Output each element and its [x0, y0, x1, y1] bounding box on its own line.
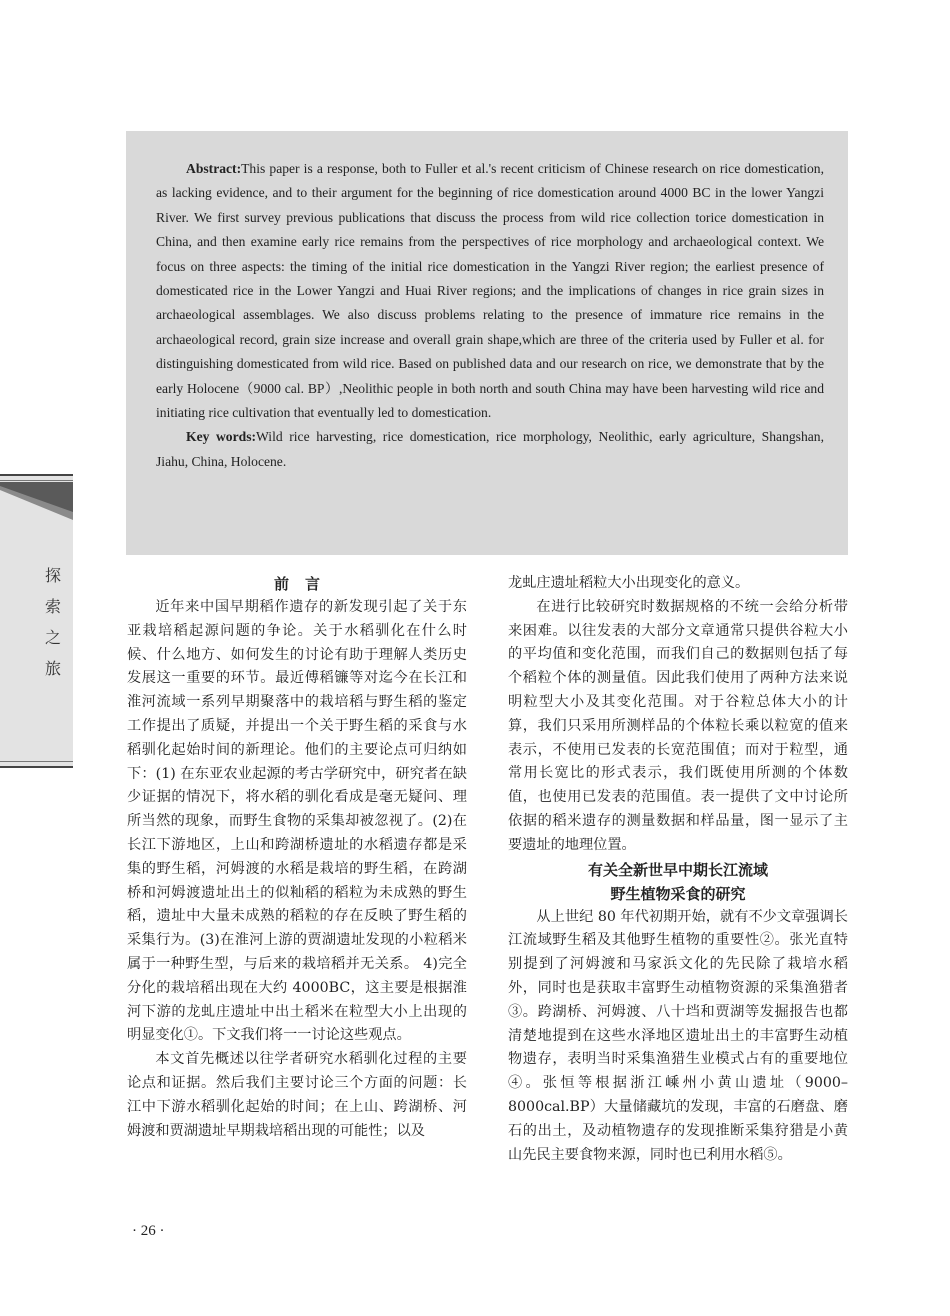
abstract-text: This paper is a response, both to Fuller et al.'s recent criticism of Chinese research on rice domestication, as lacking evidence, and to their argument for the beginning of rice domestication around 4000 BC in the lower Yangzi River. We first survey previous publications that discuss the process from wild rice collection torice domestication in China, and then examine early rice remains from the perspectives of rice morphology and archaeological context. We focus on three aspects: the timing of the initial rice domestication in the Yangzi River region; the earliest presence of domesticated rice in the Lower Yangzi and Huai River regions; and the implications of changes in rice grain sizes in archaeological assemblages. We also discuss problems relating to the presence of immature rice remains in the archaeological record, grain size increase and overall grain shape,which are three of the criteria used by Fuller et al. for distinguishing domesticated from wild rice. Based on published data and our research on rice, we demonstrate that by the early Holocene（9000 cal. BP）,Neolithic people in both north and south China may have been harvesting wild rice and initiating rice cultivation that eventually led to domestication. [156, 161, 824, 421]
body-paragraph: 本文首先概述以往学者研究水稻驯化过程的主要论点和证据。然后我们主要讨论三个方面的问题：长江中下游水稻驯化起始的时间；在上山、跨湖桥、河姆渡和贾湖遗址早期栽培稻出现的可能性；以及 [127, 1051, 467, 1139]
body-paragraph: 从上世纪 80 年代初期开始，就有不少文章强调长江流域野生稻及其他野生植物的重要性②。张光直特别提到了河姆渡和马家浜文化的先民除了栽培水稻外，同时也是获取丰富野生动植物资源的采集渔猎者③。跨湖桥、河姆渡、八十垱和贾湖等发掘报告也都清楚地提到在这些水泽地区遗址出土的丰富野生动植物遗存，表明当时采集渔猎生业模式占有的重要地位④。张恒等根据浙江嵊州小黄山遗址（9000–8000cal.BP）大量储藏坑的发现，丰富的石磨盘、磨石的出土，及动植物遗存的发现推断采集狩猎是小黄山先民主要食物来源，同时也已利用水稻⑤。 [508, 908, 848, 1163]
body-paragraph: 在进行比较研究时数据规格的不统一会给分析带来困难。以往发表的大部分文章通常只提供谷粒大小的平均值和变化范围，而我们自己的数据则包括了每个稻粒个体的测量值。因此我们使用了两种方法来说明粒型大小及其变化范围。对于谷粒总体大小的计算，我们只采用所测样品的个体粒长乘以粒宽的值来表示，不使用已发表的长宽范围值；而对于粒型，通常用长宽比的形式表示，我们既使用所测的个体数值，也使用已发表的范围值。表一提供了文中讨论所依据的稻米遗存的测量数据和样品量，图一显示了主要遗址的地理位置。 [508, 598, 848, 853]
side-tab-title [42, 560, 64, 684]
abstract-label: Abstract: [186, 161, 242, 176]
section-heading-preface: 前言 [273, 575, 336, 593]
abstract-paragraph [156, 157, 824, 425]
section-side-tab [0, 474, 73, 768]
section-heading-line1: 有关全新世早中期长江流域 [587, 860, 768, 879]
side-tab-char: 探 [44, 566, 61, 585]
page-number: · 26 · [132, 1223, 165, 1239]
body-paragraph: 近年来中国早期稻作遗存的新发现引起了关于东亚栽培稻起源问题的争论。关于水稻驯化在什么时候、什么地方、如何发生的讨论有助于理解人类历史发展这一重要的环节。最近傅稻镰等对迄今在长江和淮河流域一系列早期聚落中的栽培稻与野生稻的鉴定工作提出了质疑，并提出一个关于野生稻的采食与水稻驯化起始时间的新理论。他们的主要论点可归纳如下：(1) 在东亚农业起源的考古学研究中，研究者在缺少证据的情况下，将水稻的驯化看成是毫无疑问、理所当然的现象，而野生食物的采集却被忽视了。(2)在长江下游地区，上山和跨湖桥遗址的水稻遗存都是采集的野生稻，河姆渡的水稻是栽培的野生稻，在跨湖桥和河姆渡遗址出土的似籼稻的稻粒为未成熟的野生稻，遗址中大量未成熟的稻粒的存在反映了野生稻的采集行为。(3)在淮河上游的贾湖遗址发现的小粒稻米属于一种野生型，与后来的栽培稻并无关系。 4)完全分化的栽培稻出现在大约 4000BC，这主要是根据淮河下游的龙虬庄遗址中出土稻米在粒型大小上出现的明显变化①。下文我们将一一讨论这些观点。 [127, 599, 467, 1044]
section-heading-line2: 野生植物采食的研究 [610, 884, 746, 903]
side-tab-char: 旅 [44, 659, 61, 678]
side-tab-char: 索 [44, 597, 61, 616]
tab-stripe-top [0, 480, 73, 481]
left-column [127, 572, 467, 1143]
tab-stripe-bottom [0, 761, 73, 762]
tab-wedge-decoration [0, 482, 73, 520]
keywords-label: Key words: [186, 429, 257, 445]
body-paragraph-continued: 龙虬庄遗址稻粒大小出现变化的意义。 [508, 575, 750, 591]
keywords-paragraph [156, 425, 824, 474]
keywords-text: Wild rice harvesting, rice domestication, rice morphology, Neolithic, early agriculture, Shangshan, Jiahu, China, Holocene. [156, 429, 824, 469]
right-column [508, 572, 848, 1167]
abstract-box [126, 131, 848, 555]
side-tab-char: 之 [44, 628, 61, 647]
